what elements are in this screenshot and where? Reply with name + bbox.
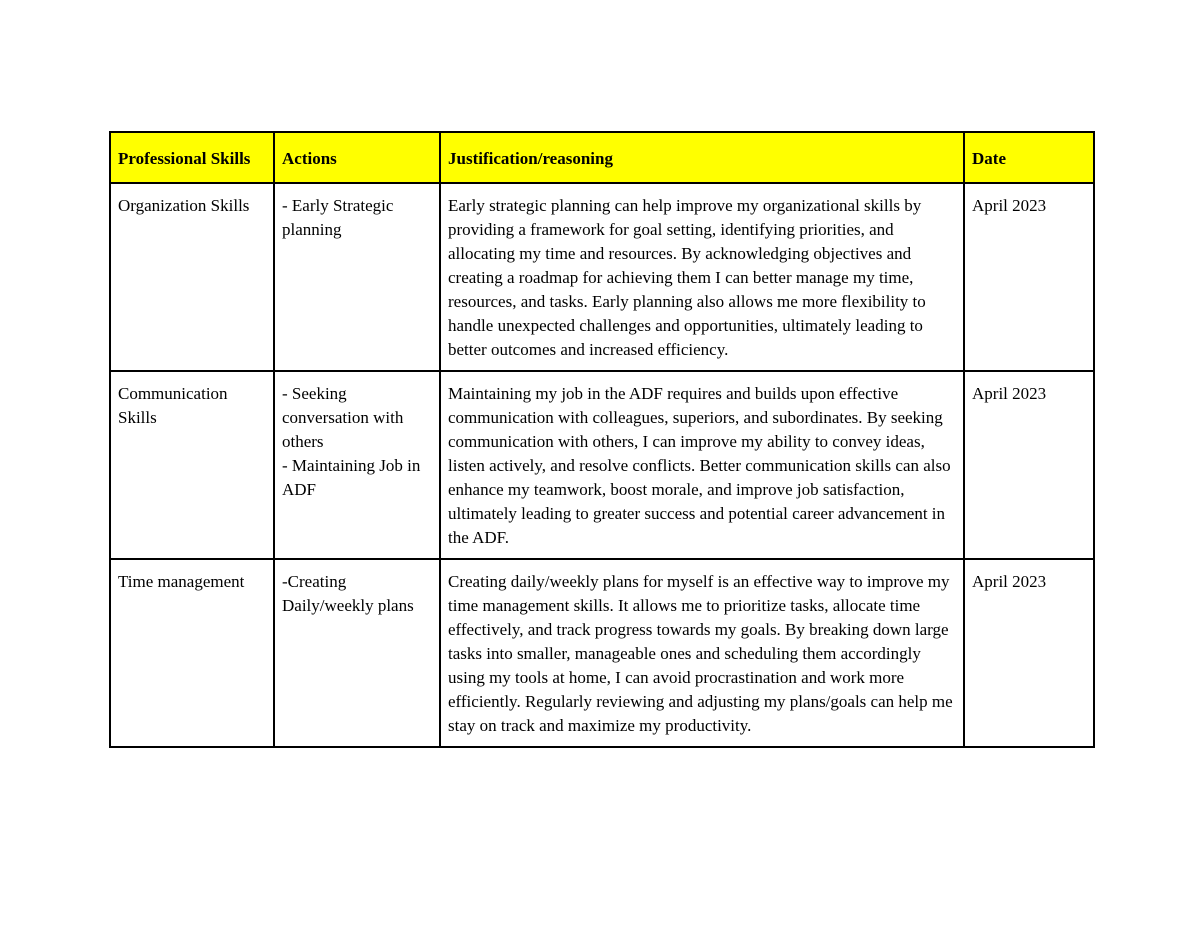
date-cell: April 2023 [964, 371, 1094, 559]
date-cell: April 2023 [964, 183, 1094, 371]
action-item: - Seeking conversation with others [282, 384, 404, 451]
header-professional-skills: Professional Skills [110, 132, 274, 183]
professional-skills-table [109, 131, 1095, 748]
table-body [110, 183, 1094, 747]
actions-cell [274, 183, 440, 371]
actions-cell [274, 559, 440, 747]
action-item: -Creating Daily/weekly plans [282, 572, 414, 615]
justification-cell: Creating daily/weekly plans for myself is an effective way to improve my time management skills. It allows me to prioritize tasks, allocate time effectively, and track progress towards my goals. By breaking down large tasks into smaller, manageable ones and scheduling them accordingly using my tools at home, I can avoid procrastination and work more efficiently. Regularly reviewing and adjusting my plans/goals can help me stay on track and maximize my productivity. [440, 559, 964, 747]
skill-cell: Organization Skills [110, 183, 274, 371]
date-cell: April 2023 [964, 559, 1094, 747]
table-row [110, 371, 1094, 559]
action-item: - Early Strategic planning [282, 196, 394, 239]
action-item: - Maintaining Job in ADF [282, 456, 421, 499]
justification-cell: Early strategic planning can help improve my organizational skills by providing a framework for goal setting, identifying priorities, and allocating my time and resources. By acknowledging objectives and creating a roadmap for achieving them I can better manage my time, resources, and tasks. Early planning also allows me more flexibility to handle unexpected challenges and opportunities, ultimately leading to better outcomes and increased efficiency. [440, 183, 964, 371]
header-row [110, 132, 1094, 183]
header-date: Date [964, 132, 1094, 183]
header-justification: Justification/reasoning [440, 132, 964, 183]
actions-cell [274, 371, 440, 559]
skill-cell: Communication Skills [110, 371, 274, 559]
justification-cell: Maintaining my job in the ADF requires and builds upon effective communication with colleagues, superiors, and subordinates. By seeking communication with others, I can improve my ability to convey ideas, listen actively, and resolve conflicts. Better communication skills can also enhance my teamwork, boost morale, and improve job satisfaction, ultimately leading to greater success and potential career advancement in the ADF. [440, 371, 964, 559]
table-row [110, 559, 1094, 747]
header-actions: Actions [274, 132, 440, 183]
skill-cell: Time management [110, 559, 274, 747]
table-header [110, 132, 1094, 183]
table-row [110, 183, 1094, 371]
